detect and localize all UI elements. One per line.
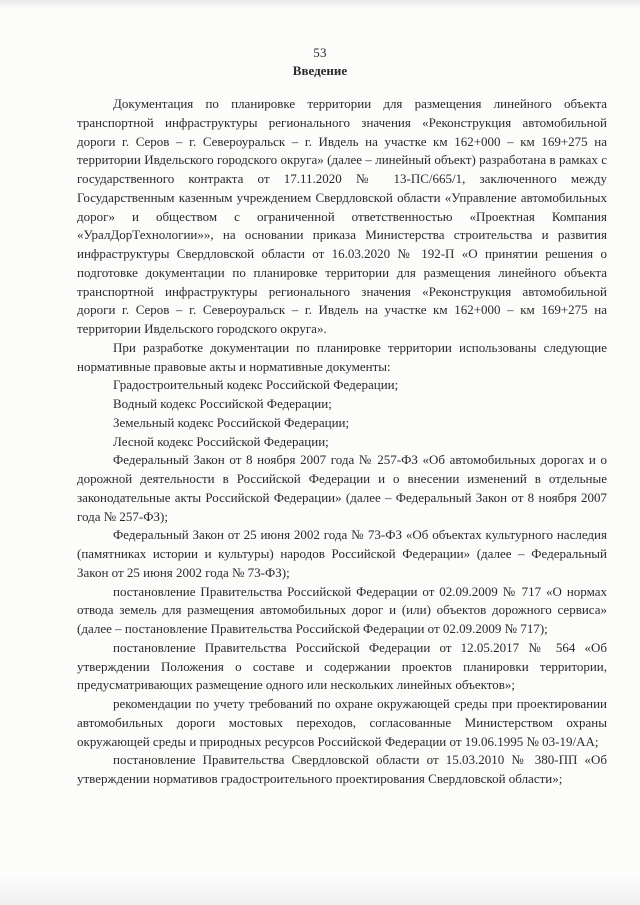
page-number: 53: [313, 45, 327, 60]
list-item: постановление Правительства Свердловской области от 15.03.2010 № 380-ПП «Об утверждении нормативов градостроительного проектирования Свердловской области»;: [77, 752, 607, 786]
list-item: Федеральный Закон от 25 июня 2002 года № 73-ФЗ «Об объектах культурного наследия (памятниках истории и культуры) народов Российской Федерации» (далее – Федеральный Закон от 25 июня 2002 года № 73-ФЗ);: [77, 527, 607, 580]
lead-paragraph: При разработке документации по планировке территории использованы следующие нормативные правовые акты и нормативные документы:: [77, 339, 607, 374]
list-item: Градостроительный кодекс Российской Федерации;: [113, 377, 399, 393]
section-heading: Введение: [292, 63, 348, 78]
document-body: [77, 95, 607, 789]
list-item: Лесной кодекс Российской Федерации;: [113, 433, 329, 449]
intro-paragraph: Документация по планировке территории для размещения линейного объекта транспортной инфраструктуры регионального значения «Реконструкция автомобильной дороги г. Серов – г. Североуральск – г. Ивдель на участке км 162+000 – км 169+275 на территории Ивдельского городского округа» (далее – линейный объект) разработана в рамках с государственного контракта от 17.11.2020 № 13-ПС/665/1, заключенного между Государственным казенным учреждением Свердловской области «Управление автомобильных дорог» и обществом с ограниченной ответственностью «Проектная Компания «УралДорТехнологии»», на основании приказа Министерства строительства и развития инфраструктуры Свердловской области от 16.03.2020 № 192-П «О принятии решения о подготовке документации по планировке территории для размещения линейного объекта транспортной инфраструктуры регионального значения «Реконструкция автомобильной дороги г. Серов – г. Североуральск – г. Ивдель на участке км 162+000 – км 169+275 на территории Ивдельского городского округа».: [77, 96, 607, 336]
scan-shadow-bottom: [0, 875, 640, 905]
list-item: рекомендации по учету требований по охране окружающей среды при проектировании автомобильных дороги мостовых переходов, согласованные Министерством охраны окружающей среды и природных ресурсов Российской Федерации от 19.06.1995 № 03-19/АА;: [77, 696, 607, 749]
list-item: Федеральный Закон от 8 ноября 2007 года № 257-ФЗ «Об автомобильных дорогах и о дорожной деятельности в Российской Федерации и о внесении изменений в отдельные законодательные акты Российской Федерации» (далее – Федеральный Закон от 8 ноября 2007 года № 257-ФЗ);: [77, 452, 607, 524]
list-item: Водный кодекс Российской Федерации;: [113, 396, 332, 411]
normative-acts-list: [77, 376, 607, 789]
list-item: постановление Правительства Российской Федерации от 02.09.2009 № 717 «О нормах отвода земель для размещения автомобильных дорог и (или) объектов дорожного сервиса» (далее – постановление Правительства Российской Федерации от 02.09.2009 № 717);: [77, 583, 607, 636]
list-item: Земельный кодекс Российской Федерации;: [113, 414, 350, 430]
list-item: постановление Правительства Российской Федерации от 12.05.2017 № 564 «Об утверждении Положения о составе и содержании проектов планировки территории, предусматривающих размещение одного или нескольких линейных объектов»;: [77, 639, 607, 693]
scan-shadow-top: [0, 0, 640, 8]
